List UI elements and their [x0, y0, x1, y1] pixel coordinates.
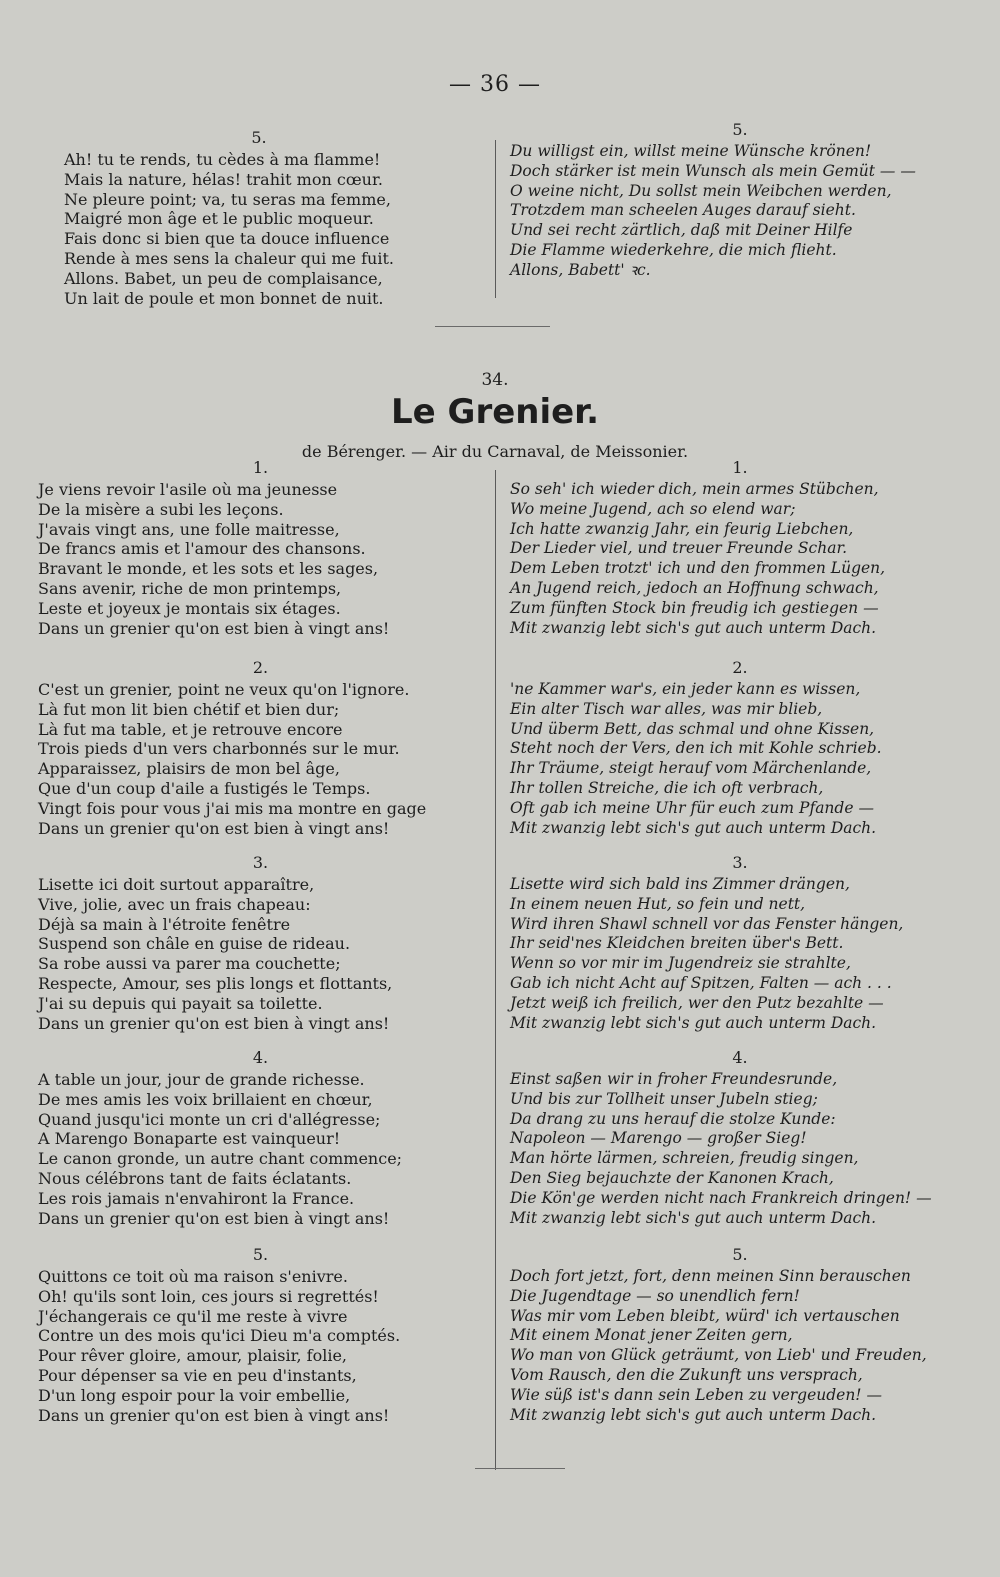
verse-line: Zum fünften Stock bin freudig ich gestiegen — — [510, 598, 879, 617]
verse-line: Mit zwanzig lebt sich's gut auch unterm Dach. — [510, 1013, 877, 1032]
verse-line: Dans un grenier qu'on est bien à vingt ans! — [38, 618, 390, 638]
stanza-number: 5. — [732, 120, 748, 139]
verse-line: J'échangerais ce qu'il me reste à vivre — [38, 1306, 348, 1326]
verse-line: Die Flamme wiederkehre, die mich flieht. — [510, 240, 837, 259]
verse-line: De mes amis les voix brillaient en chœur, — [38, 1089, 373, 1109]
stanza-number: 4. — [732, 1048, 748, 1067]
verse-line: Ihr tollen Streiche, die ich oft verbrach, — [510, 778, 824, 797]
column-divider-top — [495, 140, 496, 298]
verse-line: A Marengo Bonaparte est vainqueur! — [38, 1129, 341, 1149]
verse-line: Dem Leben trotzt' ich und den frommen Lügen, — [510, 559, 886, 578]
verse-line: Sans avenir, riche de mon printemps, — [38, 578, 342, 598]
verse-line: Mit zwanzig lebt sich's gut auch unterm Dach. — [510, 818, 877, 837]
verse-line: Oft gab ich meine Uhr für euch zum Pfande — — [510, 798, 874, 817]
verse-line: Was mir vom Leben bleibt, würd' ich vertauschen — [510, 1306, 900, 1325]
stanza-lines — [38, 875, 483, 1033]
verse-line: Dans un grenier qu'on est bien à vingt ans! — [38, 1208, 390, 1228]
verse-line: Ne pleure point; va, tu seras ma femme, — [64, 189, 391, 209]
bottom-rule — [475, 1468, 565, 1469]
verse-line: 'ne Kammer war's, ein jeder kann es wissen, — [510, 680, 861, 698]
stanza-lines — [510, 1267, 970, 1425]
stanza-number: 5. — [732, 1245, 748, 1264]
top-french-stanza — [64, 128, 454, 308]
stanza-lines — [64, 150, 454, 308]
verse-line: Dans un grenier qu'on est bien à vingt ans! — [38, 818, 390, 838]
verse-line: Und überm Bett, das schmal und ohne Kissen, — [510, 719, 875, 738]
page-number: — 36 — — [449, 72, 541, 97]
verse-line: Allons. Babet, un peu de complaisance, — [64, 268, 383, 288]
stanza-1 — [38, 458, 483, 638]
verse-line: Steht noch der Vers, den ich mit Kohle schrieb. — [510, 739, 882, 758]
stanza-2 — [38, 658, 483, 838]
stanza-5 — [38, 1245, 483, 1425]
stanza-lines — [38, 1070, 483, 1228]
stanza-lines — [510, 1070, 970, 1228]
verse-line: Den Sieg bejauchzte der Kanonen Krach, — [510, 1168, 834, 1187]
verse-line: In einem neuen Hut, so fein und nett, — [510, 894, 806, 913]
verse-line: Là fut ma table, et je retrouve encore — [38, 719, 343, 739]
stanza-3 — [510, 853, 970, 1033]
stanza-3 — [38, 853, 483, 1033]
verse-line: Contre un des mois qu'ici Dieu m'a comptés. — [38, 1326, 401, 1346]
verse-line: Ah! tu te rends, tu cèdes à ma flamme! — [64, 150, 381, 169]
verse-line: A table un jour, jour de grande richesse. — [38, 1070, 365, 1089]
verse-line: Einst saßen wir in froher Freundesrunde, — [510, 1070, 838, 1088]
verse-line: Trotzdem man scheelen Auges darauf sieht. — [510, 201, 856, 220]
verse-line: Là fut mon lit bien chétif et bien dur; — [38, 699, 340, 719]
stanza-4 — [510, 1048, 970, 1228]
section-rule — [435, 326, 550, 327]
verse-line: Ihr seid'nes Kleidchen breiten über's Bett. — [510, 934, 844, 953]
verse-line: Le canon gronde, un autre chant commence; — [38, 1149, 403, 1169]
stanza-number: 3. — [732, 853, 748, 872]
verse-line: J'ai su depuis qui payait sa toilette. — [38, 993, 323, 1013]
verse-line: Lisette ici doit surtout apparaître, — [38, 875, 315, 894]
verse-line: Rende à mes sens la chaleur qui me fuit. — [64, 248, 394, 268]
song-subtitle: de Bérenger. — Air du Carnaval, de Meissonier. — [301, 442, 689, 461]
verse-line: De francs amis et l'amour des chansons. — [38, 539, 366, 559]
stanza-number: 5. — [252, 1245, 269, 1264]
verse-line: Trois pieds d'un vers charbonnés sur le mur. — [38, 739, 400, 759]
verse-line: Déjà sa main à l'étroite fenêtre — [38, 914, 291, 934]
verse-line: Vom Rausch, den die Zukunft uns versprach, — [510, 1365, 863, 1384]
verse-line: Dans un grenier qu'on est bien à vingt ans! — [38, 1013, 390, 1033]
stanza-number: 2. — [252, 658, 269, 677]
stanza-number: 5. — [251, 128, 267, 147]
verse-line: Der Lieder viel, und treuer Freunde Schar. — [510, 539, 848, 558]
verse-line: Dans un grenier qu'on est bien à vingt ans! — [38, 1405, 390, 1425]
stanza-lines — [38, 480, 483, 638]
verse-line: Apparaissez, plaisirs de mon bel âge, — [38, 759, 340, 779]
verse-line: Da drang zu uns herauf die stolze Kunde: — [510, 1109, 836, 1128]
verse-line: Und bis zur Tollheit unser Jubeln stieg; — [510, 1089, 818, 1108]
verse-line: Und sei recht zärtlich, daß mit Deiner Hilfe — [510, 221, 853, 240]
verse-line: Vingt fois pour vous j'ai mis ma montre en gage — [38, 798, 427, 818]
stanza-lines — [510, 480, 970, 638]
song-number: 34. — [481, 370, 509, 390]
verse-line: Gab ich nicht Acht auf Spitzen, Falten — ach . . . — [510, 973, 892, 992]
verse-line: Ich hatte zwanzig Jahr, ein feurig Liebchen, — [510, 519, 854, 538]
verse-line: Vive, jolie, avec un frais chapeau: — [38, 894, 311, 914]
verse-line: Suspend son châle en guise de rideau. — [38, 934, 351, 954]
verse-line: Wie süß ist's dann sein Leben zu vergeuden! — — [510, 1385, 882, 1404]
column-divider-main — [495, 470, 496, 1470]
verse-line: Ein alter Tisch war alles, was mir blieb, — [510, 699, 823, 718]
verse-line: Doch stärker ist mein Wunsch als mein Gemüt — — — [510, 161, 916, 180]
verse-line: Du willigst ein, willst meine Wünsche krönen! — [510, 142, 872, 160]
stanza-5 — [510, 1245, 970, 1425]
verse-line: Napoleon — Marengo — großer Sieg! — [510, 1129, 807, 1148]
verse-line: Quittons ce toit où ma raison s'enivre. — [38, 1267, 348, 1286]
verse-line: Un lait de poule et mon bonnet de nuit. — [64, 288, 384, 308]
verse-line: Respecte, Amour, ses plis longs et flottants, — [38, 973, 393, 993]
stanza-lines — [510, 875, 970, 1033]
verse-line: Mit einem Monat jener Zeiten gern, — [510, 1326, 793, 1345]
stanza-lines — [38, 1267, 483, 1425]
stanza-number: 3. — [252, 853, 269, 872]
verse-line: Allons, Babett' ꝛc. — [510, 260, 651, 279]
stanza-4 — [38, 1048, 483, 1228]
stanza-number: 1. — [732, 458, 748, 477]
verse-line: De la misère a subi les leçons. — [38, 499, 284, 519]
verse-line: So seh' ich wieder dich, mein armes Stübchen, — [510, 480, 879, 498]
stanza-lines — [38, 680, 483, 838]
verse-line: Mit zwanzig lebt sich's gut auch unterm Dach. — [510, 1405, 877, 1424]
verse-line: An Jugend reich, jedoch an Hoffnung schwach, — [510, 578, 879, 597]
verse-line: Jetzt weiß ich freilich, wer den Putz bezahlte — — [510, 993, 884, 1012]
stanza-number: 2. — [732, 658, 748, 677]
verse-line: Die Kön'ge werden nicht nach Frankreich dringen! — — [510, 1188, 932, 1207]
stanza-number: 1. — [252, 458, 269, 477]
verse-line: Quand jusqu'ici monte un cri d'allégresse; — [38, 1109, 381, 1129]
verse-line: Wo meine Jugend, ach so elend war; — [510, 499, 796, 518]
verse-line: Die Jugendtage — so unendlich fern! — [510, 1286, 800, 1305]
verse-line: Man hörte lärmen, schreien, freudig singen, — [510, 1149, 859, 1168]
verse-line: Wenn so vor mir im Jugendreiz sie strahlte, — [510, 954, 851, 973]
stanza-2 — [510, 658, 970, 838]
verse-line: Leste et joyeux je montais six étages. — [38, 598, 341, 618]
verse-line: Les rois jamais n'envahiront la France. — [38, 1188, 355, 1208]
verse-line: Je viens revoir l'asile où ma jeunesse — [38, 480, 338, 499]
verse-line: Doch fort jetzt, fort, denn meinen Sinn berauschen — [510, 1267, 911, 1285]
stanza-1 — [510, 458, 970, 638]
verse-line: Ihr Träume, steigt herauf vom Märchenlande, — [510, 759, 872, 778]
verse-line: Pour dépenser sa vie en peu d'instants, — [38, 1365, 357, 1385]
top-german-stanza — [510, 120, 970, 281]
stanza-number: 4. — [252, 1048, 269, 1067]
verse-line: Wird ihren Shawl schnell vor das Fenster hängen, — [510, 914, 904, 933]
verse-line: Maigré mon âge et le public moqueur. — [64, 209, 374, 229]
verse-line: Nous célébrons tant de faits éclatants. — [38, 1168, 352, 1188]
verse-line: O weine nicht, Du sollst mein Weibchen werden, — [510, 181, 892, 200]
verse-line: Oh! qu'ils sont loin, ces jours si regrettés! — [38, 1286, 379, 1306]
verse-line: Pour rêver gloire, amour, plaisir, folie, — [38, 1346, 348, 1366]
song-title: Le Grenier. — [390, 392, 600, 432]
verse-line: Mit zwanzig lebt sich's gut auch unterm Dach. — [510, 618, 877, 637]
stanza-lines — [510, 680, 970, 838]
verse-line: Wo man von Glück geträumt, von Lieb' und Freuden, — [510, 1346, 927, 1365]
verse-line: Que d'un coup d'aile a fustigés le Temps. — [38, 778, 371, 798]
verse-line: Mit zwanzig lebt sich's gut auch unterm Dach. — [510, 1208, 877, 1227]
verse-line: Fais donc si bien que ta douce influence — [64, 229, 390, 249]
verse-line: Sa robe aussi va parer ma couchette; — [38, 954, 341, 974]
verse-line: Bravant le monde, et les sots et les sages, — [38, 559, 379, 579]
verse-line: C'est un grenier, point ne veux qu'on l'ignore. — [38, 680, 410, 699]
verse-line: D'un long espoir pour la voir embellie, — [38, 1385, 351, 1405]
verse-line: Lisette wird sich bald ins Zimmer drängen, — [510, 875, 850, 893]
verse-line: J'avais vingt ans, une folle maitresse, — [38, 519, 340, 539]
verse-line: Mais la nature, hélas! trahit mon cœur. — [64, 169, 383, 189]
stanza-lines — [510, 142, 970, 281]
